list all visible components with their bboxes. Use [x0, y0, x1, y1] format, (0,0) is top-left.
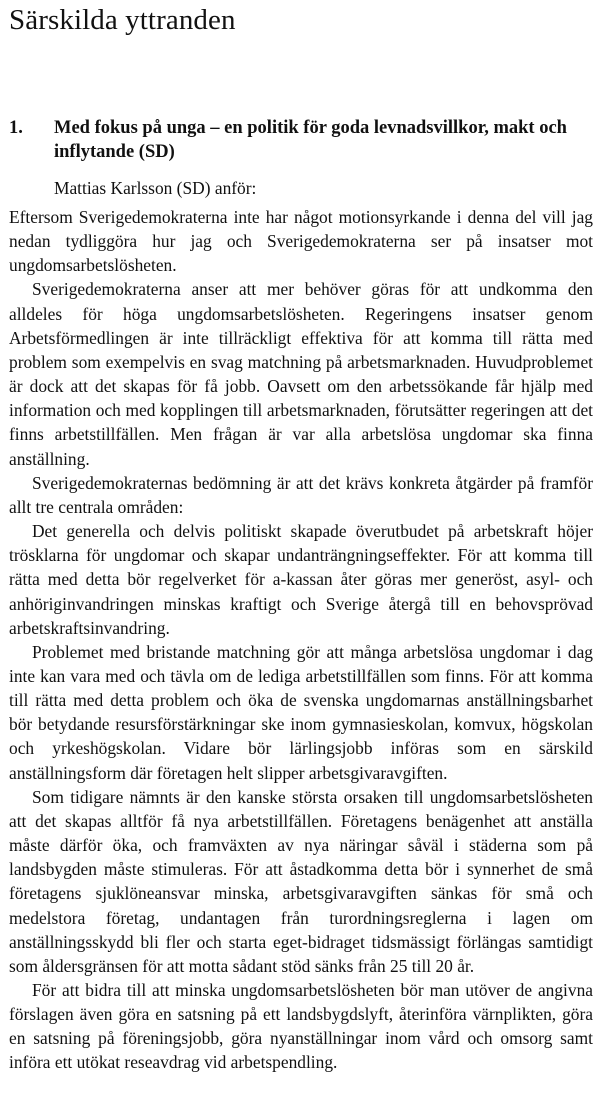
paragraph: Eftersom Sverigedemokraterna inte har något motionsyrkande i denna del vill jag nedan tydliggöra hur jag och Sverigedemokraterna ser på insatser mot ungdomsarbetslösheten.	[9, 207, 593, 276]
section-title: Med fokus på unga – en politik för goda levnadsvillkor, makt och inflytande (SD)	[54, 118, 567, 162]
document-title: Särskilda yttranden	[9, 4, 236, 36]
paragraph: Problemet med bristande matchning gör att många arbetslösa ungdomar i dag inte kan vara med och tävla om de lediga arbetstillfällen som finns. För att komma till rätta med detta problem och öka de svenska ungdomarnas anställningsbarhet bör betydande resursförstärkningar ske inom gymnasieskolan, komvux, högskolan och yrkeshögskolan. Vidare bör lärlingsjobb införas som en särskild anställningsform där företagen helt slipper arbetsgivaravgiften.	[9, 641, 593, 783]
section-number: 1.	[9, 118, 23, 138]
paragraph: Det generella och delvis politiskt skapade överutbudet på arbetskraft höjer trösklarna för ungdomar och skapar undanträngningseffekter. För att komma till rätta med detta bör regelverket för a-kassan åter göras mer generöst, asyl- och anhöriginvandringen minskas kraftigt och Sverige återgå till en behovsprövad arbetskraftsinvandring.	[9, 521, 593, 638]
section-header	[9, 116, 599, 164]
paragraph: För att bidra till att minska ungdomsarbetslösheten bör man utöver de angivna förslagen även göra en satsning på ett landsbygdslyft, återinföra värnplikten, göra en satsning på föreningsjobb, göra nyanställningar inom vård och omsorg samt införa ett utökat reseavdrag vid arbetspendling.	[9, 980, 593, 1073]
paragraph: Sverigedemokraterna anser att mer behöver göras för att undkomma den alldeles för höga ungdomsarbetslösheten. Regeringens insatser genom Arbetsförmedlingen är inte tillräckligt effektiva för att komma till rätta med problem som exempelvis en svag matchning på arbetsmarknaden. Huvudproblemet är dock att det skapas för få jobb. Oavsett om den arbetssökande får hjälp med information och med kopplingen till arbetsmarknaden, förutsätter regeringen att det finns arbetstillfällen. Men frågan är var alla arbetslösa ungdomar ska finna anställning.	[9, 279, 593, 469]
author-line: Mattias Karlsson (SD) anför:	[54, 178, 257, 198]
body-text	[9, 205, 593, 1075]
paragraph: Som tidigare nämnts är den kanske största orsaken till ungdomsarbetslösheten att det skapas alltför få nya arbetstillfällen. Företagens benägenhet att anställa måste därför öka, och framväxten av nya näringar såväl i städerna som på landsbygden måste stimuleras. För att åstadkomma detta bör i synnerhet de små företagens sjuklöneansvar minska, arbetsgivaravgiften sänkas för små och medelstora företag, undantagen från turordningsreglerna i lagen om anställningsskydd bli fler och starta eget-bidraget tidsmässigt förlängas samtidigt som åldersgränsen för att motta sådant stöd sänks från 25 till 20 år.	[9, 786, 593, 976]
section-heading	[9, 116, 599, 164]
paragraph: Sverigedemokraternas bedömning är att det krävs konkreta åtgärder på framför allt tre centrala områden:	[9, 472, 593, 517]
